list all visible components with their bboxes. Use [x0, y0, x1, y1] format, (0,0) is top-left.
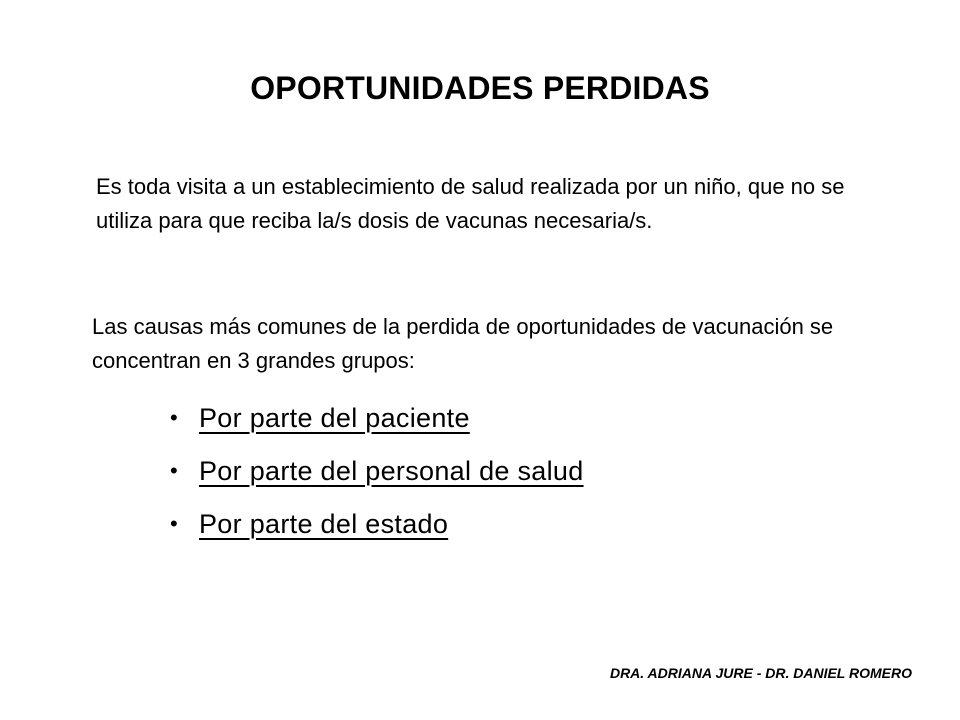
cause-health-staff: Por parte del personal de salud	[199, 456, 584, 486]
list-item	[170, 396, 584, 449]
causes-paragraph: Las causas más comunes de la perdida de oportunidades de vacunación se concentran en 3 grandes grupos:	[92, 314, 834, 373]
bullet-icon: •	[170, 405, 178, 430]
slide-title: OPORTUNIDADES PERDIDAS	[250, 70, 710, 106]
cause-state: Por parte del estado	[199, 509, 449, 539]
bullet-icon: •	[170, 458, 178, 483]
bullet-icon: •	[170, 511, 178, 536]
definition-paragraph: Es toda visita a un establecimiento de salud realizada por un niño, que no se utiliza para que reciba la/s dosis de vacunas necesaria/s.	[96, 174, 845, 233]
author-credit: DRA. ADRIANA JURE - DR. DANIEL ROMERO	[609, 665, 912, 681]
list-item	[170, 502, 584, 555]
list-item	[170, 449, 584, 502]
cause-patient: Por parte del paciente	[199, 403, 470, 433]
causes-list	[170, 396, 584, 555]
